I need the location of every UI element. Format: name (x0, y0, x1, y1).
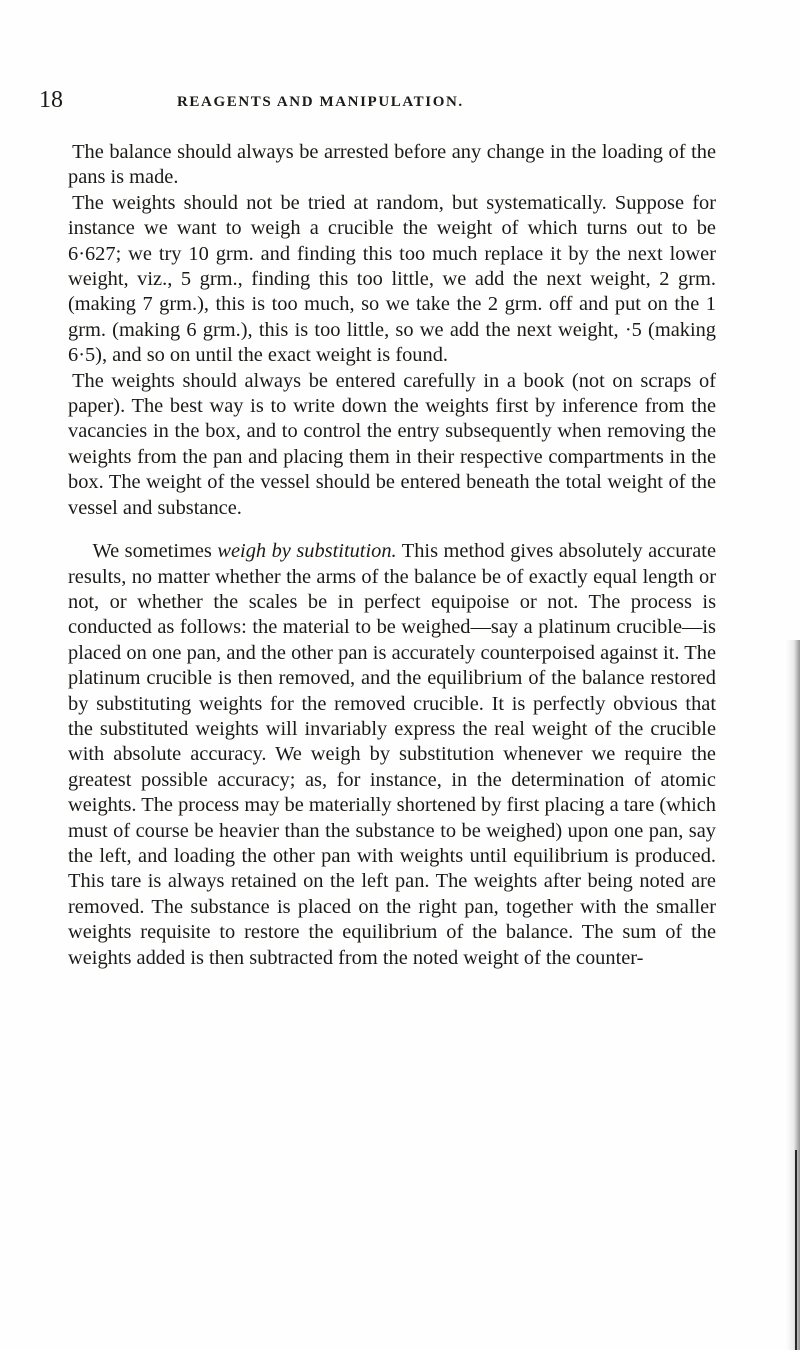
italic-term: weigh by substitution. (217, 540, 397, 563)
paragraph-3: The weights should always be entered carefully in a book (not on scraps of paper). The best way is to write down the weights first by inference from the vacancies in the box, and to control the entry subsequently when removing the weights from the pan and placing them in their respective compartments in the box. The weight of the vessel should be entered beneath the total weight of the vessel and substance. (68, 369, 716, 519)
page-edge-shadow (786, 640, 800, 1350)
paragraph-4-lead: We sometimes (92, 540, 218, 563)
paragraph-4-rest: This method gives absolutely accurate results, no matter whether the arms of the balance be of exactly equal length or not, or whether the scales be in perfect equipoise or not. The process is conducted as follows: the material to be weighed—say a platinum crucible—is placed on one pan, and the other pan is accurately counterpoised against it. The platinum crucible is then removed, and the equilibrium of the balance restored by substituting weights for the removed crucible. It is perfectly obvious that the substituted weights will invariably express the real weight of the crucible with absolute accuracy. We weigh by substitution whenever we require the greatest possible accuracy; as, for instance, in the determination of atomic weights. The process may be materially shortened by first placing a tare (which must of course be heavier than the substance to be weighed) upon one pan, say the left, and loading the other pan with weights until equilibrium is produced. This tare is always retained on the left pan. The weights after being noted are removed. The substance is placed on the right pan, together with the smaller weights requisite to restore the equilibrium of the balance. The sum of the weights added is then subtracted from the noted weight of the counter- (68, 540, 716, 969)
running-head (39, 86, 759, 116)
paragraph-1: The balance should always be arrested before any change in the loading of the pans is made. (68, 141, 716, 189)
paragraph-4 (68, 539, 716, 971)
running-title: REAGENTS AND MANIPULATION. (177, 94, 464, 110)
page-edge-line (795, 1150, 797, 1350)
body-text (68, 140, 716, 971)
page-number: 18 (39, 87, 63, 113)
paragraph-2: The weights should not be tried at random, but systematically. Suppose for instance we want to weigh a crucible the weight of which turns out to be 6·627; we try 10 grm. and finding this too much replace it by the next lower weight, viz., 5 grm., finding this too little, we add the next weight, 2 grm. (making 7 grm.), this is too much, so we take the 2 grm. off and put on the 1 grm. (making 6 grm.), this is too little, so we add the next weight, ·5 (making 6·5), and so on until the exact weight is found. (68, 191, 716, 367)
